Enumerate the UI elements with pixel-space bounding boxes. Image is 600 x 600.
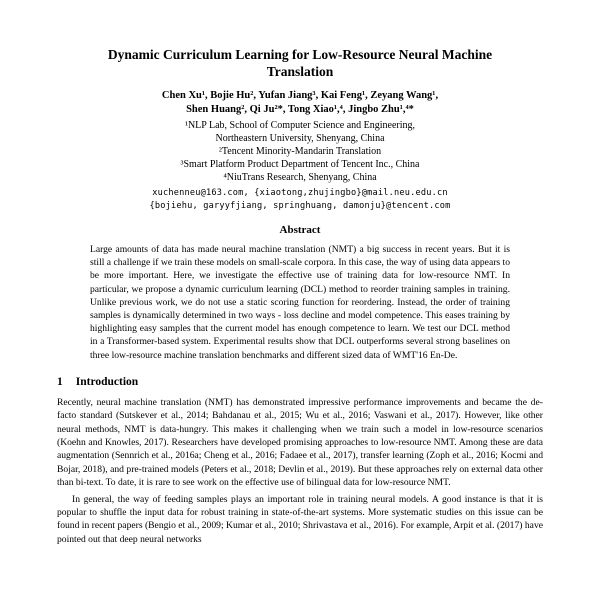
abstract-text: Large amounts of data has made neural machine translation (NMT) a big success in recent years. But it is still a challenge if we train these models on small-scale corpora. In this case, the way of using data appears to be more important. Here, we investigate the effective use of training data for low-resource NMT. In particular, we propose a dynamic curriculum learning (DCL) method to reorder training samples in training. Unlike previous work, we do not use a static scoring function for reordering. Instead, the order of training samples is dynamically determined in two ways - loss decline and model competence. This eases training by highlighting easy samples that the current model has enough competence to learn. We test our DCL method in a Transformer-based system. Experimental results show that DCL outperforms several strong baselines on three low-resource machine translation benchmarks and different sized data of WMT'16 En-De. xyxy=(90,244,510,361)
intro-paragraph-1: Recently, neural machine translation (NMT) has demonstrated impressive performance improvements and became the de-facto standard (Sutskever et al., 2014; Bahdanau et al., 2015; Wu et al., 2016; Vaswani et al., 2017). However, like other neural methods, NMT is data-hungry. This makes it challenging when we train such a model in low-resource scenarios (Koehn and Knowles, 2017). Researchers have developed promising approaches to low-resource NMT. Among these are data augmentation (Sennrich et al., 2016a; Cheng et al., 2016; Fadaee et al., 2017), transfer learning (Zoph et al., 2016; Kocmi and Bojar, 2018), and pre-trained models (Peters et al., 2018; Devlin et al., 2019). But these approaches rely on external data other than bi-text. To date, it is rare to see work on the effective use of bilingual data for low-resource NMT. xyxy=(57,396,543,489)
email-line: {bojiehu, garyyfjiang, springhuang, damonju}@tencent.com xyxy=(149,201,451,211)
abstract-heading: Abstract xyxy=(279,224,321,236)
paper-title xyxy=(57,46,543,80)
affiliation-list xyxy=(57,119,543,184)
section-heading-introduction xyxy=(57,376,543,388)
affiliation-line: ¹NLP Lab, School of Computer Science and Engineering, xyxy=(184,120,416,131)
section-title: Introduction xyxy=(75,375,139,388)
authors-line-2: Shen Huang², Qi Ju²*, Tong Xiao¹,⁴, Jingbo Zhu¹,⁴* xyxy=(186,104,414,115)
author-list xyxy=(57,89,543,117)
paper-title-line-1: Dynamic Curriculum Learning for Low-Resource Neural Machine xyxy=(107,47,493,62)
affiliation-line: ⁴NiuTrans Research, Shenyang, China xyxy=(223,172,377,183)
email-list xyxy=(57,187,543,213)
affiliation-line: ²Tencent Minority-Mandarin Translation xyxy=(218,146,382,157)
intro-paragraph-2: In general, the way of feeding samples plays an important role in training neural models. A good instance is that it is popular to shuffle the input data for robust training in state-of-the-art systems. More systematic studies on this issue can be found in recent papers (Bengio et al., 2009; Kumar et al., 2010; Shrivastava et al., 2016). For example, Arpit et al. (2017) have pointed out that deep neural networks xyxy=(57,493,543,545)
affiliation-line: ³Smart Platform Product Department of Tencent Inc., China xyxy=(180,159,420,170)
email-line: xuchenneu@163.com, {xiaotong,zhujingbo}@mail.neu.edu.cn xyxy=(152,188,448,198)
paper-title-line-2: Translation xyxy=(266,64,334,79)
authors-line-1: Chen Xu¹, Bojie Hu², Yufan Jiang³, Kai Feng¹, Zeyang Wang¹, xyxy=(161,90,439,101)
section-number: 1 xyxy=(57,375,63,388)
affiliation-line: Northeastern University, Shenyang, China xyxy=(215,133,385,144)
